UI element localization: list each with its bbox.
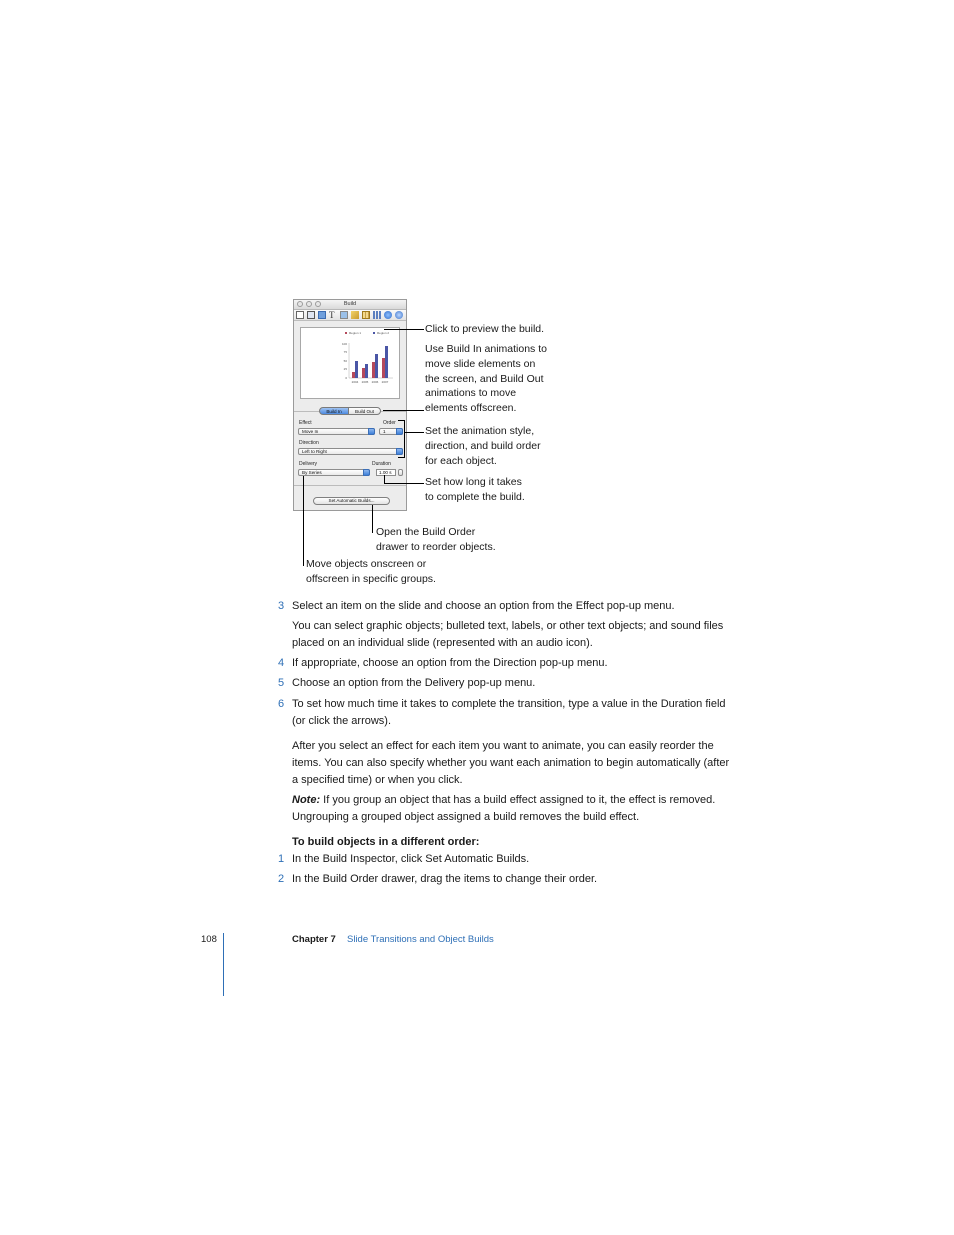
popup-arrows-icon [363, 469, 370, 476]
leader-line [404, 432, 424, 433]
bar [375, 354, 378, 378]
text-inspector-icon[interactable]: T [329, 310, 335, 320]
direction-label: Direction [299, 440, 319, 446]
popup-arrows-icon [396, 448, 403, 455]
callout-delivery [306, 557, 436, 587]
callout-line: move slide elements on [425, 357, 536, 370]
step-number: 4 [278, 657, 285, 669]
y-tick-label: 0 [345, 376, 347, 380]
order-label: Order [383, 420, 396, 426]
y-tick-label: 100 [341, 342, 347, 346]
callout-preview [425, 322, 544, 337]
task-heading: To build objects in a different order: [292, 836, 480, 848]
step-detail: You can select graphic objects; bulleted text, labels, or other text objects; and sound files placed on an individual slide (represented with an audio icon). [292, 620, 724, 649]
task-step-number: 1 [278, 853, 285, 865]
effect-popup[interactable] [298, 428, 375, 435]
hyperlink-inspector-icon[interactable] [384, 311, 392, 319]
bar [362, 368, 365, 378]
duration-field[interactable] [376, 469, 396, 476]
callout-line: Click to preview the build. [425, 323, 545, 335]
order-popup-value: 1 [383, 429, 386, 434]
popup-arrows-icon [368, 428, 375, 435]
quicktime-inspector-icon[interactable] [395, 311, 403, 319]
step-text: Select an item on the slide and choose an option from the Effect pop-up menu. [292, 600, 675, 612]
duration-label: Duration [372, 461, 391, 467]
step-text: Choose an option from the Delivery pop-up menu. [292, 677, 536, 689]
legend-label-2: Region 2 [377, 331, 390, 335]
leader-line [383, 410, 424, 411]
callout-line: direction, and build order [425, 439, 541, 452]
build-inspector-icon[interactable] [318, 311, 326, 319]
step-number: 3 [278, 600, 285, 612]
effect-popup-value: Move In [302, 429, 319, 434]
metrics-inspector-icon[interactable] [351, 311, 359, 319]
bar [372, 362, 375, 378]
leader-line [303, 476, 304, 566]
step-number: 5 [278, 677, 285, 689]
callout-line: drawer to reorder objects. [376, 540, 496, 553]
order-popup[interactable] [379, 428, 403, 435]
duration-field-value: 1.00 s [379, 470, 392, 475]
window-title: Build [343, 301, 357, 307]
callout-style [425, 424, 541, 468]
callout-line: to complete the build. [425, 490, 525, 503]
callout-line: Set the animation style, [425, 425, 535, 437]
inspector-toolbar [294, 310, 406, 321]
bar [385, 346, 388, 378]
footer-rule [223, 933, 224, 996]
duration-stepper[interactable] [398, 469, 403, 476]
build-inspector-window [293, 299, 407, 511]
body-paragraph: After you select an effect for each item you want to animate, you can easily reorder the items. You can also specify whether you want each animation to begin automatically (after a specified time) or when you click. [292, 740, 730, 786]
build-preview[interactable] [300, 327, 400, 399]
delivery-label: Delivery [299, 461, 318, 467]
y-tick-label: 50 [343, 359, 347, 363]
page-number: 108 [201, 934, 217, 945]
note-paragraph [292, 792, 732, 826]
legend-swatch-1 [345, 332, 347, 334]
x-tick-label: 2005 [361, 380, 369, 384]
bar [355, 361, 358, 378]
callout-duration [425, 475, 525, 505]
tab-build-out[interactable]: Build Out [348, 407, 381, 415]
callout-build-order [376, 525, 496, 555]
chapter-title: Slide Transitions and Object Builds [347, 934, 494, 945]
bar [352, 372, 355, 378]
chart-inspector-icon[interactable] [373, 311, 381, 319]
callout-line: Set how long it takes [425, 476, 522, 488]
note-label: Note: [292, 794, 321, 806]
direction-popup-value: Left to Right [302, 449, 327, 454]
callout-line: the screen, and Build Out [425, 372, 544, 385]
delivery-popup-value: By Series [302, 470, 322, 475]
callout-line: offscreen in specific groups. [306, 572, 436, 585]
leader-line [384, 483, 424, 484]
task-step-number: 2 [278, 873, 285, 885]
task-step-text: In the Build Inspector, click Set Automatic Builds. [292, 853, 530, 865]
preview-chart [301, 328, 399, 398]
task-step-text: In the Build Order drawer, drag the items to change their order. [292, 873, 598, 885]
chapter-label: Chapter 7 [292, 934, 336, 945]
table-inspector-icon[interactable] [362, 311, 370, 319]
leader-line [372, 505, 373, 533]
leader-line [398, 457, 404, 458]
bar [382, 358, 385, 378]
bar [365, 364, 368, 378]
effect-label: Effect [299, 420, 312, 426]
direction-popup[interactable] [298, 448, 403, 455]
graphic-inspector-icon[interactable] [340, 311, 348, 319]
popup-arrows-icon [396, 428, 403, 435]
x-tick-label: 2007 [381, 380, 389, 384]
step-text: If appropriate, choose an option from the Direction pop-up menu. [292, 657, 608, 669]
divider [294, 485, 406, 486]
leader-line [384, 329, 424, 330]
callout-build-in-out [425, 342, 547, 416]
window-titlebar [294, 300, 406, 310]
y-tick-label: 25 [343, 367, 347, 371]
callout-line: Move objects onscreen or [306, 558, 427, 570]
x-tick-label: 2004 [351, 380, 359, 384]
note-text: If you group an object that has a build effect assigned to it, the effect is removed. Ungrouping a grouped object assigned a build removes the build effect. [292, 794, 716, 823]
step-text: To set how much time it takes to complete the transition, type a value in the Duration field (or click the arrows). [292, 698, 726, 727]
document-inspector-icon[interactable] [296, 311, 304, 319]
leader-line [404, 420, 405, 458]
slide-inspector-icon[interactable] [307, 311, 315, 319]
callout-line: animations to move [425, 387, 517, 400]
y-tick-label: 75 [343, 350, 347, 354]
callout-line: Open the Build Order [376, 526, 476, 538]
step-number: 6 [278, 698, 285, 710]
callout-line: elements offscreen. [425, 402, 517, 415]
tab-build-in[interactable]: Build In [319, 407, 349, 415]
callout-line: for each object. [425, 454, 497, 467]
set-automatic-builds-button[interactable]: Set Automatic Builds... [313, 497, 390, 505]
delivery-popup[interactable] [298, 469, 370, 476]
legend-swatch-2 [373, 332, 375, 334]
x-tick-label: 2006 [371, 380, 379, 384]
legend-label-1: Region 1 [349, 331, 362, 335]
callout-line: Use Build In animations to [425, 343, 547, 355]
